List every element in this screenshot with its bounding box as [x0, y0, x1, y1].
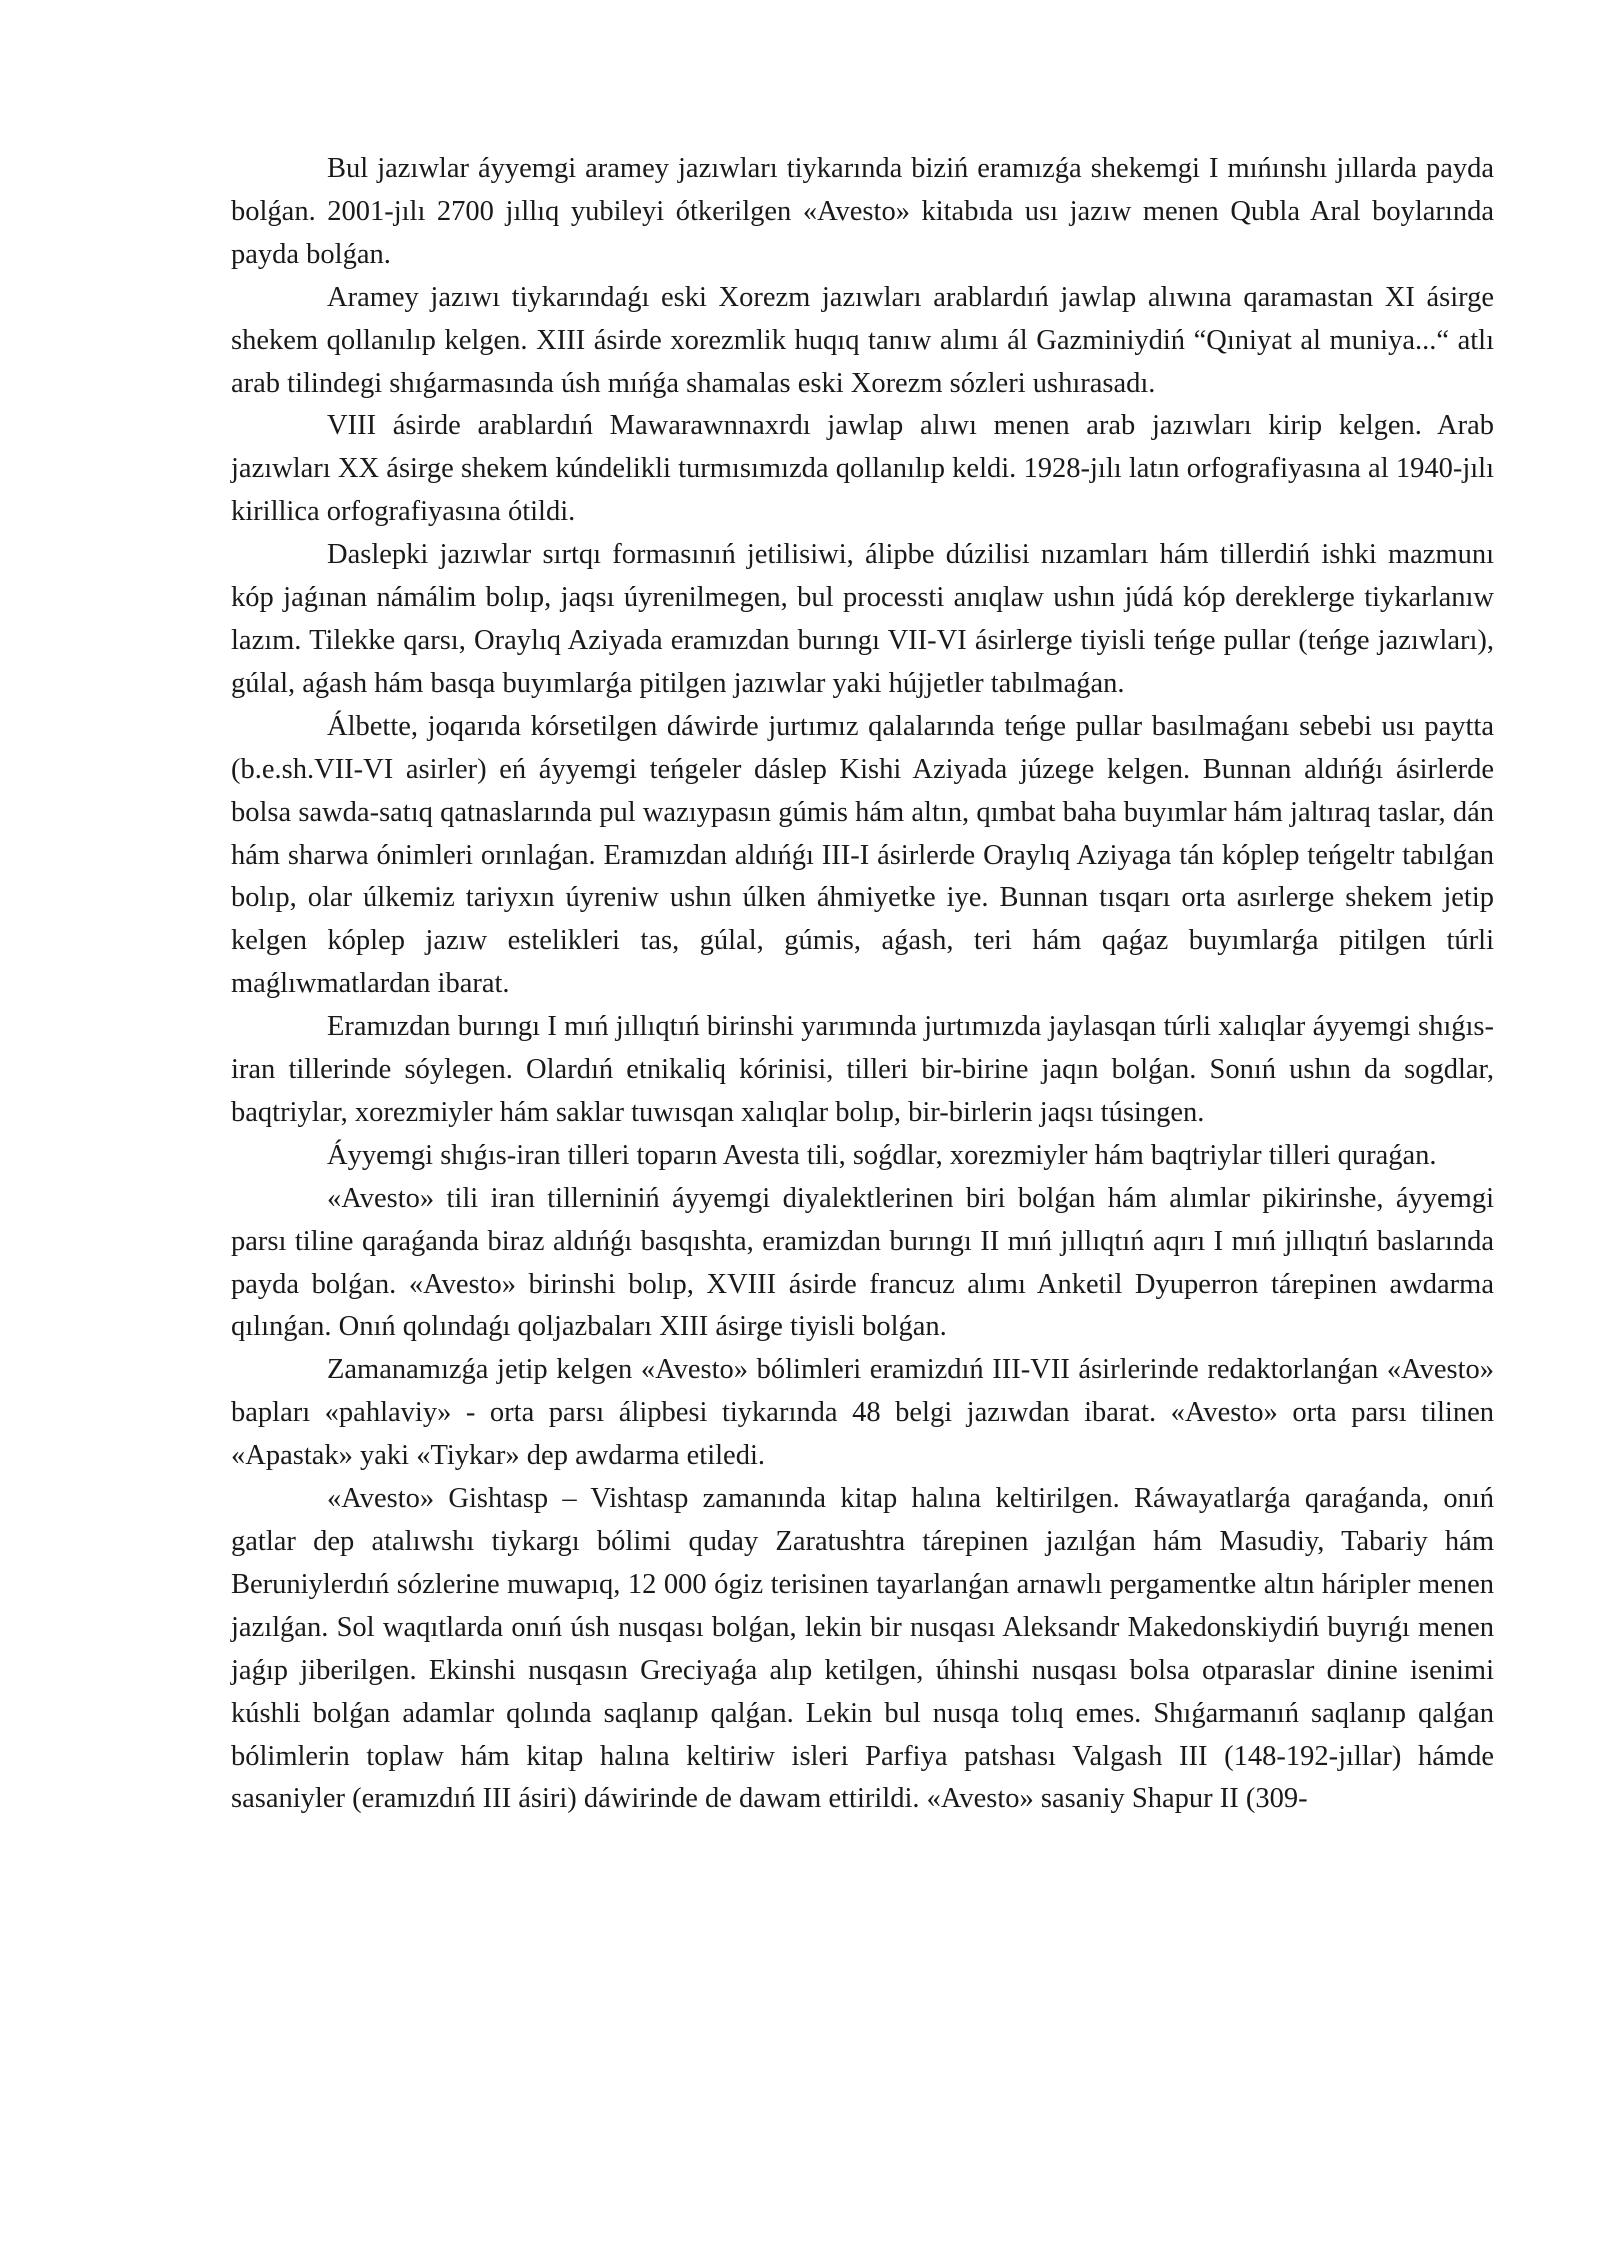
paragraph-avesto-language: «Avesto» tili iran tillerniniń áyyemgi diyalektlerinen biri bolǵan hám alımlar pikirinshe, áyyemgi parsı tiline qaraǵanda biraz aldıńǵı basqıshta, eramizdan burıngı II mıń jıllıqtıń aqırı I mıń jıllıqtıń baslarında payda bolǵan. «Avesto» birinshi bolıp, XVIII ásirde francuz alımı Anketil Dyuperron tárepinen awdarma qılınǵan. Onıń qolındaǵı qoljazbaları XIII ásirge tiyisli bolǵan. [231, 1182, 1494, 1343]
document-page [231, 148, 1494, 1821]
paragraph-arab-script: VIII ásirde arablardıń Mawarawnnaxrdı jawlap alıwı menen arab jazıwları kirip kelgen. Arab jazıwları XX ásirge shekem kúndelikli turmısımızda qollanılıp keldi. 1928-jılı latın orfografiyasına al 1940-jılı kirillica orfografiyasına ótildi. [231, 410, 1494, 528]
paragraph-eastern-iranian-peoples: Eramızdan burıngı I mıń jıllıqtıń birinshi yarımında jurtımızda jaylasqan túrli xalıqlar áyyemgi shıǵıs-iran tillerinde sóylegen. Olardıń etnikaliq kórinisi, tilleri bir-birine jaqın bolǵan. Sonıń ushın da sogdlar, baqtriylar, xorezmiyler hám saklar tuwısqan xalıqlar bolıp, bir-birlerin jaqsı túsingen. [231, 1011, 1494, 1128]
paragraph-coins: Álbette, joqarıda kórsetilgen dáwirde jurtımız qalalarında teńge pullar basılmaǵanı sebebi usı paytta (b.e.sh.VII-VI asirler) eń áyyemgi teńgeler dáslep Kishi Aziyada júzege kelgen. Bunnan aldıńǵı ásirlerde bolsa sawda-satıq qatnaslarında pul wazıypasın gúmis hám altın, qımbat baha buyımlar hám jaltıraq taslar, dán hám sharwa ónimleri orınlaǵan. Eramızdan aldıńǵı III-I ásirlerde Oraylıq Aziyaga tán kóplep teńgeltr tabılǵan bolıp, olar úlkemiz tariyxın úyreniw ushın úlken áhmiyetke iye. Bunnan tısqarı orta asırlerge shekem jetip kelgen kóplep jazıw estelikleri tas, gúlal, gúmis, aǵash, teri hám qaǵaz buyımlarǵa pitilgen túrli maǵlıwmatlardan ibarat. [231, 710, 1494, 1000]
paragraph-avesto-sections: Zamanamızǵa jetip kelgen «Avesto» bólimleri eramizdıń III-VII ásirlerinde redaktorlanǵan «Avesto» bapları «pahlaviy» - orta parsı álipbesi tiykarında 48 belgi jazıwdan ibarat. «Avesto» orta parsı tilinen «Apastak» yaki «Tiykar» dep awdarma etiledi. [231, 1354, 1494, 1472]
paragraph-early-writing: Daslepki jazıwlar sırtqı formasınıń jetilisiwi, álipbe dúzilisi nızamları hám tillerdiń ishki mazmunı kóp jaǵınan námálim bolıp, jaqsı úyrenilmegen, bul processti anıqlaw ushın júdá kóp dereklerge tiykarlanıw lazım. Tilekke qarsı, Oraylıq Aziyada eramızdan burıngı VII-VI ásirlerge tiyisli teńge pullar (teńge jazıwları), gúlal, aǵash hám basqa buyımlarǵa pitilgen jazıwlar yaki hújjetler tabılmaǵan. [231, 539, 1494, 699]
paragraph-avesto-history: «Avesto» Gishtasp – Vishtasp zamanında kitap halına keltirilgen. Ráwayatlarǵa qaraǵanda, onıń gatlar dep atalıwshı tiykargı bólimi quday Zaratushtra tárepinen jazılǵan hám Masudiy, Tabariy hám Beruniylerdıń sózlerine muwapıq, 12 000 ógiz terisinen tayarlanǵan arnawlı pergamentke altın háripler menen jazılǵan. Sol waqıtlarda onıń úsh nusqası bolǵan, lekin bir nusqası Aleksandr Makedonskiydiń buyrıǵı menen jaǵıp jiberilgen. Ekinshi nusqasın Greciyaǵa alıp ketilgen, úhinshi nusqası bolsa otparaslar dinine isenimi kúshli bolǵan adamlar qolında saqlanıp qalǵan. Lekin bul nusqa tolıq emes. Shıǵarmanıń saqlanıp qalǵan bólimlerin toplaw hám kitap halına keltiriw isleri Parfiya patshası Valgash III (148-192-jıllar) hámde sasaniyler (eramızdıń III ásiri) dáwirinde de dawam ettirildi. «Avesto» sasaniy Shapur II (309- [231, 1483, 1494, 1815]
paragraph-eastern-iranian-languages: Áyyemgi shıǵıs-iran tilleri toparın Avesta tili, soǵdlar, xorezmiyler hám baqtriylar tilleri quraǵan. [327, 1139, 1437, 1171]
paragraph-aramey-script-origin: Bul jazıwlar áyyemgi aramey jazıwları tiykarında biziń eramızǵa shekemgi I mıńınshı jıllarda payda bolǵan. 2001-jılı 2700 jıllıq yubileyi ótkerilgen «Avesto» kitabıda usı jazıw menen Qubla Aral boylarında payda bolǵan. [231, 153, 1494, 270]
paragraph-old-khorezm-script: Aramey jazıwı tiykarındaǵı eski Xorezm jazıwları arablardıń jawlap alıwına qaramastan XI ásirge shekem qollanılıp kelgen. XIII ásirde xorezmlik huqıq tanıw alımı ál Gazminiydiń “Qıniyat al muniya...“ atlı arab tilindegi shıǵarmasında úsh mıńǵa shamalas eski Xorezm sózleri ushırasadı. [231, 281, 1494, 399]
